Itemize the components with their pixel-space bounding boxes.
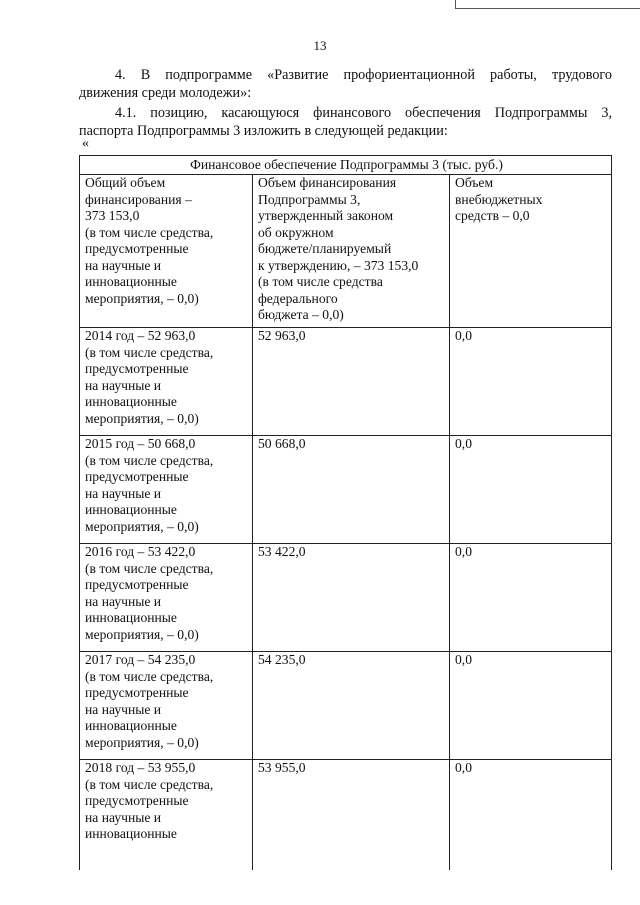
year-total-cell [80,328,253,436]
cell-line: инновационные [85,610,177,625]
cell-line: предусмотренные [85,241,189,256]
cell-line: мероприятия, – 0,0) [85,518,199,534]
year-subprogram-cell: 54 235,0 [253,652,450,760]
cell-line: инновационные [85,826,177,841]
year-total-cell [80,544,253,652]
cell-line: финансирования – [85,191,192,207]
cell-line: инновационные [85,274,177,289]
table-row [80,652,612,760]
cell-line: на научные и [85,377,162,393]
cell-line: инновационные [85,502,177,517]
header-extrabudgetary [450,175,612,328]
table-caption-row [80,156,612,175]
paragraph-4-1-line-2: паспорта Подпрограммы 3 изложить в следующей редакции: [79,123,448,139]
year-extrabudgetary-cell: 0,0 [450,544,612,652]
cell-line: Объем [455,175,494,190]
year-subprogram-cell: 52 963,0 [253,328,450,436]
cell-line: предусмотренные [85,685,189,700]
cell-line: (в том числе средства, [85,560,214,576]
cell-line: федерального [258,290,338,306]
cell-line: Подпрограммы 3, [258,191,361,207]
cell-line: (в том числе средства, [85,668,214,684]
cell-line: Объем финансирования [258,175,397,190]
cell-line: бюджета – 0,0) [258,307,344,322]
cell-line: 373 153,0 [85,208,140,223]
cell-line: внебюджетных [455,191,543,207]
cell-line: утвержденный законом [258,208,394,223]
year-total-cell [80,652,253,760]
cell-line: Общий объем [85,175,166,190]
table-row [80,544,612,652]
cell-line: на научные и [85,809,162,825]
cell-line: 2017 год – 54 235,0 [85,652,196,667]
header-total-financing [80,175,253,328]
cell-line: на научные и [85,485,162,501]
year-subprogram-cell: 50 668,0 [253,436,450,544]
cell-line: мероприятия, – 0,0) [85,626,199,642]
table-row [80,328,612,436]
paragraph-4-line-2: движения среди молодежи»: [79,85,252,101]
cell-line: на научные и [85,701,162,717]
table-header-row [80,175,612,328]
cell-line: инновационные [85,718,177,733]
cell-line: (в том числе средства, [85,224,214,240]
cell-line: 2018 год – 53 955,0 [85,760,196,775]
cell-line: на научные и [85,257,162,273]
year-subprogram-cell: 53 422,0 [253,544,450,652]
cell-line: предусмотренные [85,361,189,376]
paragraph-4-1-line-1: 4.1. позицию, касающуюся финансового обеспечения Подпрограммы 3, [115,105,612,121]
financing-table [79,155,612,870]
cell-line: (в том числе средства, [85,344,214,360]
year-extrabudgetary-cell: 0,0 [450,328,612,436]
corner-frame-mark [455,0,640,9]
cell-line: инновационные [85,394,177,409]
page-number: 13 [313,38,327,53]
header-subprogram-financing [253,175,450,328]
cell-line: (в том числе средства, [85,776,214,792]
cell-line: 2015 год – 50 668,0 [85,436,196,451]
paragraph-4-line-1: 4. В подпрограмме «Развитие профориентационной работы, трудового [115,67,612,83]
year-extrabudgetary-cell: 0,0 [450,760,612,870]
cell-line: 2016 год – 53 422,0 [85,544,196,559]
cell-line: предусмотренные [85,469,189,484]
cell-line: (в том числе средства [258,274,383,289]
year-extrabudgetary-cell: 0,0 [450,652,612,760]
table-row [80,760,612,870]
cell-line: предусмотренные [85,793,189,808]
paragraph-4 [79,66,612,102]
cell-line: на научные и [85,593,162,609]
cell-line: 2014 год – 52 963,0 [85,328,196,343]
cell-line: (в том числе средства, [85,452,214,468]
cell-line: об окружном [258,224,334,240]
cell-line: к утверждению, – 373 153,0 [258,257,419,273]
cell-line: предусмотренные [85,577,189,592]
cell-line: мероприятия, – 0,0) [85,290,199,306]
year-total-cell [80,760,253,870]
table-caption: Финансовое обеспечение Подпрограммы 3 (тыс. руб.) [80,156,612,175]
cell-line: мероприятия, – 0,0) [85,410,199,426]
cell-line: бюджете/планируемый [258,241,392,256]
cell-line: средств – 0,0 [455,208,530,223]
year-total-cell [80,436,253,544]
table-row [80,436,612,544]
cell-line: мероприятия, – 0,0) [85,734,199,750]
opening-quote-mark: « [82,136,89,151]
paragraph-4-1 [79,104,612,140]
year-subprogram-cell: 53 955,0 [253,760,450,870]
year-extrabudgetary-cell: 0,0 [450,436,612,544]
